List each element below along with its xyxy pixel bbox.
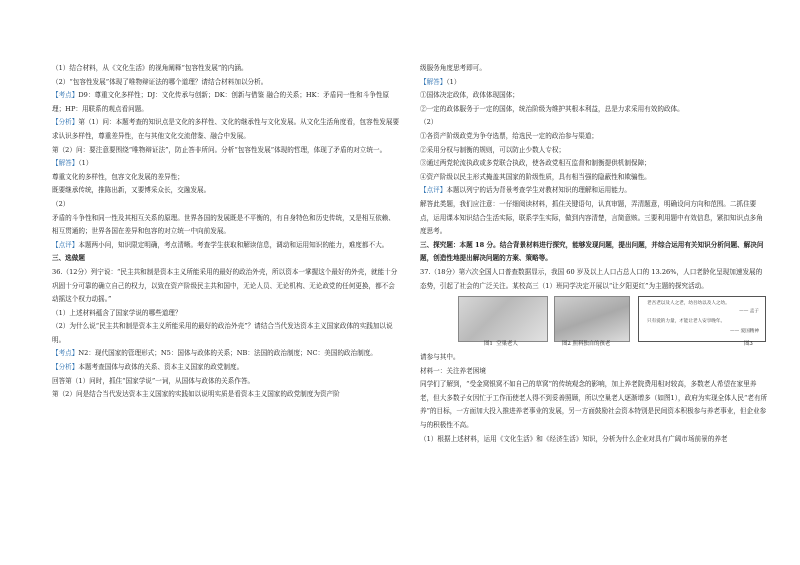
paragraph-text: 矛盾的斗争性和同一性及其相互关系的原理。世界各国的发展既是不平衡的，有自身特色和历史传统，又是相互依赖、相互贯通的；世界各国在差异和包容的对立统一中向前发展。	[52, 213, 395, 236]
paragraph	[52, 184, 400, 198]
paragraph	[52, 239, 400, 253]
paragraph-text: ②一定的政体服务于一定的国体，统治阶级为维护其根本利益，总是力求采用有效的政体。	[420, 104, 684, 113]
paragraph-text: ①国体决定政体，政体体现国体；	[420, 91, 519, 100]
figure-3-quote-card	[638, 296, 766, 342]
paragraph-text: 三、探究题：本题 18 分。结合背景材料进行探究，能够发现问题，提出问题，并综合运用有关知识分析问题、解决问题，创造性地提出解决问题的方案、策略等。	[420, 240, 764, 263]
paragraph	[420, 76, 768, 90]
paragraph-text: ④资产阶级以民主形式掩盖其国家的阶级性质，具有相当强的隐蔽性和欺骗性。	[420, 172, 651, 181]
paragraph-text: N2：现代国家的管理形式；N5：国体与政体的关系；NB：法国的政治制度；NC：美国的政治制度。	[78, 349, 377, 358]
paragraph	[52, 144, 400, 158]
paragraph-text: 本题两小问，知识限定明确，考点清晰。考查学生获取和解读信息，调动和运用知识的能力，难度都不大。	[78, 240, 389, 249]
paragraph	[420, 433, 768, 447]
section-tag: 【解答】	[52, 159, 79, 168]
paragraph-text: ①各资产阶级政党为争夺选票，给选民一定的政治参与渠道；	[420, 131, 599, 140]
paragraph-text: 回答第（1）问时，抓住“国家学说”一词，从国体与政体的关系作答。	[52, 376, 255, 385]
paragraph	[52, 116, 400, 143]
paragraph	[420, 351, 768, 365]
paragraph	[420, 198, 768, 239]
paragraph	[52, 320, 400, 347]
section-tag: 【解答】	[420, 77, 447, 86]
figure-1-caption: 图1 空巢老人	[484, 341, 518, 348]
section-tag: 【考点】	[52, 349, 79, 358]
paragraph	[52, 76, 400, 90]
figure-2-photo	[554, 296, 630, 342]
paragraph-text: （2）	[52, 199, 70, 208]
paragraph-text: 第（2）问是结合当代发达资本主义国家的实践如以说明实质是看资本主义国家的政党制度为资产阶	[52, 390, 340, 399]
paragraph-text: （2）	[420, 118, 438, 127]
paragraph-text: 第（1）问：本题考查的知识点是文化的多样性、文化的继承性与文化发展。从文化生活角度看，包容性发展要求认识多样性，尊重差异性，在与其他文化交流借鉴、融合中发展。	[52, 118, 400, 140]
section-tag: 【点评】	[420, 186, 447, 195]
figure-1-photo	[458, 296, 548, 342]
paragraph	[52, 347, 400, 361]
paragraph	[420, 62, 768, 76]
paragraph-text: （1）	[446, 77, 461, 86]
paragraph	[52, 212, 400, 239]
paragraph-text: （2）为什么说“民主共和制是资本主义所能采用的最好的政治外壳”？请结合当代发达资本主义国家政体的实践加以说明。	[52, 322, 393, 344]
section-tag: 【点评】	[52, 240, 79, 249]
paragraph-text: 同学们了解到，“受金窝银窝不如自己的草窝”的传统观念的影响，加上养老院费用相对较高，多数老人希望在家里养老，但大多数子女因忙于工作而使老人得不到妥善照顾，所以空巢老人逐渐增多（如图1），政府为实现全体人民“老有所养”的目标，一方面加大投入推进养老事业的发展，另一方面鼓励社会资本特别是民间资本积极参与养老事业，但企业参与的积极性不高。	[420, 380, 768, 430]
paragraph-text: 请参与其中。	[420, 353, 460, 362]
paragraph	[420, 365, 768, 379]
paragraph-text: ③通过两党轮流执政或多党联合执政，使各政党相互监督和制衡提供机制保障；	[420, 159, 651, 168]
figures-row	[458, 296, 768, 348]
right-column-top	[420, 62, 768, 293]
paragraph	[52, 388, 400, 402]
paragraph-text: 既要继承传统，推陈出新，又要博采众长，交融发展。	[52, 186, 211, 195]
paragraph-text: （1）上述材料蕴含了国家学说的哪些道理？	[52, 308, 182, 317]
figure-3-caption: 图3	[744, 341, 753, 348]
figure-2-caption: 图2 照料独自的孩老	[562, 341, 611, 348]
paragraph	[52, 171, 400, 185]
section-tag: 【考点】	[52, 91, 79, 100]
paragraph-text: 解答此类题，我们应注意：一仔细阅读材料，抓住关键语句，认真审题，弄清题意，明确设问方向和范围。二抓住要点，运用课本知识结合生活实际，联系学生实际，做到内容清楚，言简意赅。三要利用题中有效信息，紧扣知识点多角度思考。	[420, 199, 763, 236]
figure-3-author-1: —— 孟子	[739, 309, 759, 315]
paragraph	[420, 266, 768, 293]
paragraph	[420, 239, 768, 266]
figure-3-quote-2: 只有爱的力量，才能让老人安享晚年。	[647, 319, 726, 325]
paragraph	[52, 252, 400, 266]
paragraph	[52, 89, 400, 116]
paragraph-text: （1）结合材料，从《文化生活》的视角阐释“包容性发展”的内涵。	[52, 64, 248, 72]
paragraph-text: 本题以列宁的话为背景考查学生对教材知识的理解和运用能力。	[446, 186, 631, 195]
paragraph	[52, 266, 400, 307]
paragraph	[52, 375, 400, 389]
paragraph-text: （2）“包容性发展”体现了唯物辩证法的哪个道理？请结合材料加以分析。	[52, 77, 268, 86]
paragraph	[52, 361, 400, 375]
paragraph	[52, 307, 400, 321]
paragraph	[420, 184, 768, 198]
paragraph-text: 第（2）问：要注意要围绕“唯物辩证法”，防止答非所问。分析“包容性发展”体现的哲理，体现了矛盾的对立统一。	[52, 145, 387, 154]
paragraph	[420, 378, 768, 432]
paragraph-text: 级服务角度思考即可。	[420, 64, 486, 72]
paragraph	[52, 157, 400, 171]
paragraph-text: （1）	[78, 159, 93, 168]
paragraph-text: 36.（12分）列宁说：“民主共和制是资本主义所能采用的最好的政治外壳，所以资本一掌握这个最好的外壳，就能十分巩固十分可靠的确立自己的权力，以致在资产阶级民主共和国中，无论人员、无论机构、无论政党的任何更换，都不会动摇这个权力动摇。”	[52, 267, 398, 304]
paragraph	[420, 144, 768, 158]
paragraph	[420, 171, 768, 185]
figure-3-quote-1: 老吾老以及人之老，幼吾幼以及人之幼。	[647, 301, 730, 307]
section-tag: 【分析】	[52, 363, 79, 372]
paragraph-text: 三、选做题	[52, 254, 85, 263]
left-column	[52, 62, 400, 402]
paragraph-text: ②采用分权与制衡的规则，可以防止少数人专权；	[420, 145, 566, 154]
right-column-bottom	[420, 351, 768, 446]
paragraph	[420, 157, 768, 171]
paragraph	[52, 62, 400, 76]
paragraph	[52, 198, 400, 212]
section-tag: 【分析】	[52, 118, 79, 127]
paragraph-text: D9：尊重文化多样性；DJ：文化传承与创新；DK：创新与借鉴 融合的关系；HK：矛盾同一性和斗争性原理；HP：用联系的观点看问题。	[52, 91, 390, 113]
figure-3-author-2: —— 爱国精神	[729, 329, 759, 335]
paragraph-text: 37.（18分）第六次全国人口普查数据显示，我国 60 岁及以上人口占总人口的 13.26%，人口老龄化呈现加速发展的态势，引起了社会的广泛关注。某校高三（1）班同学决定开展以“让夕阳更红”为主题的探究活动。	[420, 267, 763, 290]
paragraph	[420, 103, 768, 117]
paragraph-text: （1）根据上述材料，运用《文化生活》和《经济生活》知识，分析为什么企业对具有广阔市场前景的养老	[420, 434, 728, 443]
paragraph	[420, 130, 768, 144]
right-column	[420, 62, 768, 446]
paragraph-text: 材料一：关注养老困境	[420, 366, 486, 375]
paragraph-text: 尊重文化的多样性，包容文化发展的差异性；	[52, 172, 184, 181]
paragraph	[420, 116, 768, 130]
paragraph-text: 本题考查国体与政体的关系、资本主义国家的政党制度。	[78, 363, 244, 372]
paragraph	[420, 89, 768, 103]
